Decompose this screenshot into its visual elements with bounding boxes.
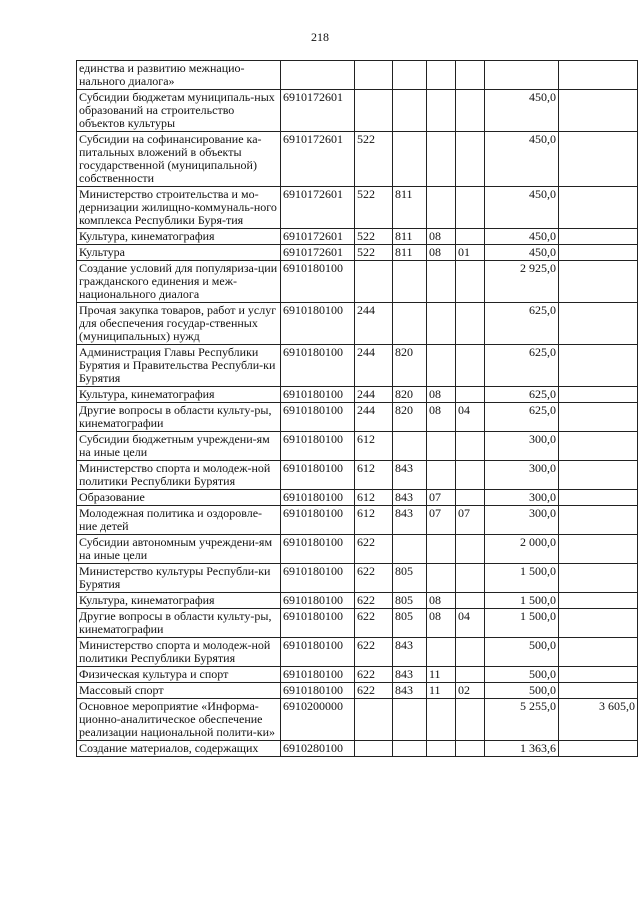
- target-article-code-cell: 6910180100: [281, 535, 355, 564]
- amount-cell-1: 450,0: [485, 90, 559, 132]
- department-code-cell: [393, 90, 427, 132]
- table-row: [77, 245, 638, 261]
- table-row: [77, 229, 638, 245]
- expense-type-cell: 522: [355, 187, 393, 229]
- row-name-cell: Министерство строительства и мо-дернизации жилищно-коммуналь-ного комплекса Республики Буря-тия: [77, 187, 281, 229]
- amount-cell-2: [559, 245, 638, 261]
- target-article-code-cell: 6910180100: [281, 387, 355, 403]
- department-code-cell: 843: [393, 667, 427, 683]
- subsection-cell: [456, 61, 485, 90]
- amount-cell-1: 300,0: [485, 432, 559, 461]
- amount-cell-1: 450,0: [485, 229, 559, 245]
- expense-type-cell: [355, 261, 393, 303]
- expense-type-cell: 522: [355, 132, 393, 187]
- amount-cell-2: [559, 132, 638, 187]
- table-row: [77, 667, 638, 683]
- amount-cell-2: [559, 387, 638, 403]
- subsection-cell: [456, 261, 485, 303]
- amount-cell-1: 1 500,0: [485, 609, 559, 638]
- subsection-cell: [456, 432, 485, 461]
- department-code-cell: 805: [393, 564, 427, 593]
- amount-cell-2: [559, 403, 638, 432]
- table-row: [77, 432, 638, 461]
- amount-cell-1: 450,0: [485, 187, 559, 229]
- amount-cell-1: 300,0: [485, 461, 559, 490]
- expense-type-cell: 622: [355, 609, 393, 638]
- department-code-cell: 843: [393, 638, 427, 667]
- row-name-cell: Администрация Главы Республики Бурятия и Правительства Республи-ки Бурятия: [77, 345, 281, 387]
- row-name-cell: Молодежная политика и оздоровле-ние детей: [77, 506, 281, 535]
- subsection-cell: [456, 490, 485, 506]
- amount-cell-1: 5 255,0: [485, 699, 559, 741]
- section-cell: [427, 432, 456, 461]
- department-code-cell: 805: [393, 593, 427, 609]
- department-code-cell: [393, 432, 427, 461]
- target-article-code-cell: 6910180100: [281, 667, 355, 683]
- row-name-cell: Образование: [77, 490, 281, 506]
- expense-type-cell: [355, 61, 393, 90]
- amount-cell-1: 300,0: [485, 506, 559, 535]
- target-article-code-cell: 6910172601: [281, 132, 355, 187]
- subsection-cell: [456, 593, 485, 609]
- department-code-cell: 820: [393, 403, 427, 432]
- section-cell: [427, 564, 456, 593]
- amount-cell-1: 625,0: [485, 303, 559, 345]
- expense-type-cell: 612: [355, 432, 393, 461]
- section-cell: 08: [427, 403, 456, 432]
- amount-cell-2: [559, 741, 638, 757]
- department-code-cell: 811: [393, 229, 427, 245]
- subsection-cell: [456, 461, 485, 490]
- row-name-cell: Другие вопросы в области культу-ры, кинематографии: [77, 403, 281, 432]
- expense-type-cell: 622: [355, 535, 393, 564]
- subsection-cell: [456, 229, 485, 245]
- target-article-code-cell: 6910180100: [281, 683, 355, 699]
- department-code-cell: 820: [393, 387, 427, 403]
- table-row: [77, 345, 638, 387]
- page-number: 218: [311, 30, 329, 44]
- target-article-code-cell: 6910180100: [281, 506, 355, 535]
- target-article-code-cell: [281, 61, 355, 90]
- section-cell: 08: [427, 229, 456, 245]
- table-row: [77, 564, 638, 593]
- table-row: [77, 461, 638, 490]
- subsection-cell: 02: [456, 683, 485, 699]
- amount-cell-1: 450,0: [485, 245, 559, 261]
- table-row: [77, 741, 638, 757]
- table-row: [77, 187, 638, 229]
- amount-cell-1: 625,0: [485, 345, 559, 387]
- row-name-cell: Основное мероприятие «Информа-ционно-аналитическое обеспечение реализации национальной полити-ки»: [77, 699, 281, 741]
- section-cell: [427, 741, 456, 757]
- expense-type-cell: 244: [355, 345, 393, 387]
- department-code-cell: 820: [393, 345, 427, 387]
- subsection-cell: [456, 387, 485, 403]
- table-row: [77, 261, 638, 303]
- row-name-cell: Субсидии на софинансирование ка-питальных вложений в объекты государственной (муниципальной) собственности: [77, 132, 281, 187]
- row-name-cell: Культура, кинематография: [77, 387, 281, 403]
- section-cell: [427, 61, 456, 90]
- expense-type-cell: 244: [355, 403, 393, 432]
- subsection-cell: [456, 303, 485, 345]
- expense-type-cell: 612: [355, 506, 393, 535]
- expense-type-cell: 612: [355, 461, 393, 490]
- expense-type-cell: [355, 741, 393, 757]
- amount-cell-2: [559, 261, 638, 303]
- amount-cell-2: [559, 461, 638, 490]
- row-name-cell: Министерство спорта и молодеж-ной политики Республики Бурятия: [77, 461, 281, 490]
- row-name-cell: Культура, кинематография: [77, 593, 281, 609]
- subsection-cell: [456, 699, 485, 741]
- target-article-code-cell: 6910180100: [281, 261, 355, 303]
- amount-cell-2: [559, 187, 638, 229]
- expense-type-cell: [355, 699, 393, 741]
- amount-cell-1: 625,0: [485, 387, 559, 403]
- department-code-cell: 843: [393, 490, 427, 506]
- target-article-code-cell: 6910172601: [281, 229, 355, 245]
- section-cell: 08: [427, 593, 456, 609]
- section-cell: 11: [427, 667, 456, 683]
- expense-type-cell: 622: [355, 683, 393, 699]
- table-row: [77, 387, 638, 403]
- target-article-code-cell: 6910200000: [281, 699, 355, 741]
- section-cell: 11: [427, 683, 456, 699]
- amount-cell-2: [559, 506, 638, 535]
- subsection-cell: 04: [456, 403, 485, 432]
- expense-type-cell: 622: [355, 638, 393, 667]
- table-row: [77, 535, 638, 564]
- department-code-cell: 805: [393, 609, 427, 638]
- department-code-cell: 843: [393, 506, 427, 535]
- section-cell: [427, 187, 456, 229]
- amount-cell-2: [559, 683, 638, 699]
- subsection-cell: [456, 564, 485, 593]
- target-article-code-cell: 6910280100: [281, 741, 355, 757]
- section-cell: [427, 132, 456, 187]
- expense-type-cell: 522: [355, 229, 393, 245]
- row-name-cell: Создание условий для популяриза-ции гражданского единения и меж-национального диалога: [77, 261, 281, 303]
- amount-cell-2: [559, 432, 638, 461]
- target-article-code-cell: 6910180100: [281, 345, 355, 387]
- section-cell: [427, 261, 456, 303]
- section-cell: [427, 638, 456, 667]
- subsection-cell: [456, 638, 485, 667]
- amount-cell-2: [559, 638, 638, 667]
- amount-cell-2: [559, 609, 638, 638]
- expense-type-cell: 612: [355, 490, 393, 506]
- row-name-cell: Субсидии автономным учреждени-ям на иные цели: [77, 535, 281, 564]
- subsection-cell: 01: [456, 245, 485, 261]
- target-article-code-cell: 6910180100: [281, 593, 355, 609]
- expense-type-cell: 622: [355, 593, 393, 609]
- target-article-code-cell: 6910180100: [281, 609, 355, 638]
- department-code-cell: 811: [393, 245, 427, 261]
- amount-cell-2: [559, 229, 638, 245]
- department-code-cell: [393, 303, 427, 345]
- department-code-cell: [393, 61, 427, 90]
- target-article-code-cell: 6910180100: [281, 490, 355, 506]
- subsection-cell: [456, 132, 485, 187]
- table-row: [77, 490, 638, 506]
- expense-type-cell: 244: [355, 387, 393, 403]
- amount-cell-1: 1 500,0: [485, 593, 559, 609]
- row-name-cell: Массовый спорт: [77, 683, 281, 699]
- subsection-cell: 04: [456, 609, 485, 638]
- department-code-cell: [393, 535, 427, 564]
- department-code-cell: [393, 699, 427, 741]
- target-article-code-cell: 6910180100: [281, 303, 355, 345]
- row-name-cell: Другие вопросы в области культу-ры, кинематографии: [77, 609, 281, 638]
- section-cell: 08: [427, 609, 456, 638]
- amount-cell-1: 500,0: [485, 683, 559, 699]
- amount-cell-2: [559, 90, 638, 132]
- row-name-cell: Создание материалов, содержащих: [77, 741, 281, 757]
- amount-cell-1: 2 000,0: [485, 535, 559, 564]
- amount-cell-1: 2 925,0: [485, 261, 559, 303]
- row-name-cell: Министерство спорта и молодеж-ной политики Республики Бурятия: [77, 638, 281, 667]
- subsection-cell: [456, 90, 485, 132]
- amount-cell-1: 625,0: [485, 403, 559, 432]
- target-article-code-cell: 6910180100: [281, 403, 355, 432]
- amount-cell-1: 1 363,6: [485, 741, 559, 757]
- table-row: [77, 90, 638, 132]
- table-row: [77, 609, 638, 638]
- budget-table-body: [77, 61, 638, 757]
- row-name-cell: Физическая культура и спорт: [77, 667, 281, 683]
- amount-cell-1: 300,0: [485, 490, 559, 506]
- expense-type-cell: 622: [355, 667, 393, 683]
- section-cell: 08: [427, 387, 456, 403]
- target-article-code-cell: 6910180100: [281, 432, 355, 461]
- subsection-cell: [456, 187, 485, 229]
- table-row: [77, 699, 638, 741]
- department-code-cell: [393, 132, 427, 187]
- amount-cell-2: [559, 535, 638, 564]
- department-code-cell: [393, 741, 427, 757]
- table-row: [77, 683, 638, 699]
- subsection-cell: [456, 535, 485, 564]
- section-cell: [427, 461, 456, 490]
- row-name-cell: Прочая закупка товаров, работ и услуг для обеспечения государ-ственных (муниципальных) нужд: [77, 303, 281, 345]
- amount-cell-2: [559, 345, 638, 387]
- section-cell: [427, 90, 456, 132]
- target-article-code-cell: 6910180100: [281, 461, 355, 490]
- amount-cell-2: [559, 593, 638, 609]
- expense-type-cell: 522: [355, 245, 393, 261]
- table-row: [77, 61, 638, 90]
- amount-cell-1: 450,0: [485, 132, 559, 187]
- expense-type-cell: 244: [355, 303, 393, 345]
- target-article-code-cell: 6910180100: [281, 638, 355, 667]
- amount-cell-2: [559, 564, 638, 593]
- expense-type-cell: [355, 90, 393, 132]
- row-name-cell: Министерство культуры Республи-ки Бурятия: [77, 564, 281, 593]
- target-article-code-cell: 6910180100: [281, 564, 355, 593]
- subsection-cell: [456, 667, 485, 683]
- amount-cell-2: [559, 490, 638, 506]
- table-row: [77, 403, 638, 432]
- expense-type-cell: 622: [355, 564, 393, 593]
- subsection-cell: 07: [456, 506, 485, 535]
- section-cell: [427, 699, 456, 741]
- amount-cell-1: [485, 61, 559, 90]
- department-code-cell: 843: [393, 461, 427, 490]
- amount-cell-1: 500,0: [485, 667, 559, 683]
- department-code-cell: 811: [393, 187, 427, 229]
- table-row: [77, 638, 638, 667]
- amount-cell-1: 1 500,0: [485, 564, 559, 593]
- amount-cell-2: [559, 303, 638, 345]
- budget-table: [76, 60, 638, 757]
- section-cell: [427, 535, 456, 564]
- subsection-cell: [456, 741, 485, 757]
- table-row: [77, 303, 638, 345]
- section-cell: [427, 303, 456, 345]
- section-cell: 08: [427, 245, 456, 261]
- table-row: [77, 132, 638, 187]
- row-name-cell: Субсидии бюджетным учреждени-ям на иные цели: [77, 432, 281, 461]
- row-name-cell: Культура, кинематография: [77, 229, 281, 245]
- amount-cell-2: 3 605,0: [559, 699, 638, 741]
- row-name-cell: Субсидии бюджетам муниципаль-ных образований на строительство объектов культуры: [77, 90, 281, 132]
- section-cell: 07: [427, 490, 456, 506]
- subsection-cell: [456, 345, 485, 387]
- target-article-code-cell: 6910172601: [281, 187, 355, 229]
- row-name-cell: единства и развитию межнацио-нального диалога»: [77, 61, 281, 90]
- section-cell: 07: [427, 506, 456, 535]
- section-cell: [427, 345, 456, 387]
- amount-cell-1: 500,0: [485, 638, 559, 667]
- department-code-cell: 843: [393, 683, 427, 699]
- department-code-cell: [393, 261, 427, 303]
- table-row: [77, 506, 638, 535]
- row-name-cell: Культура: [77, 245, 281, 261]
- table-row: [77, 593, 638, 609]
- target-article-code-cell: 6910172601: [281, 245, 355, 261]
- amount-cell-2: [559, 61, 638, 90]
- amount-cell-2: [559, 667, 638, 683]
- target-article-code-cell: 6910172601: [281, 90, 355, 132]
